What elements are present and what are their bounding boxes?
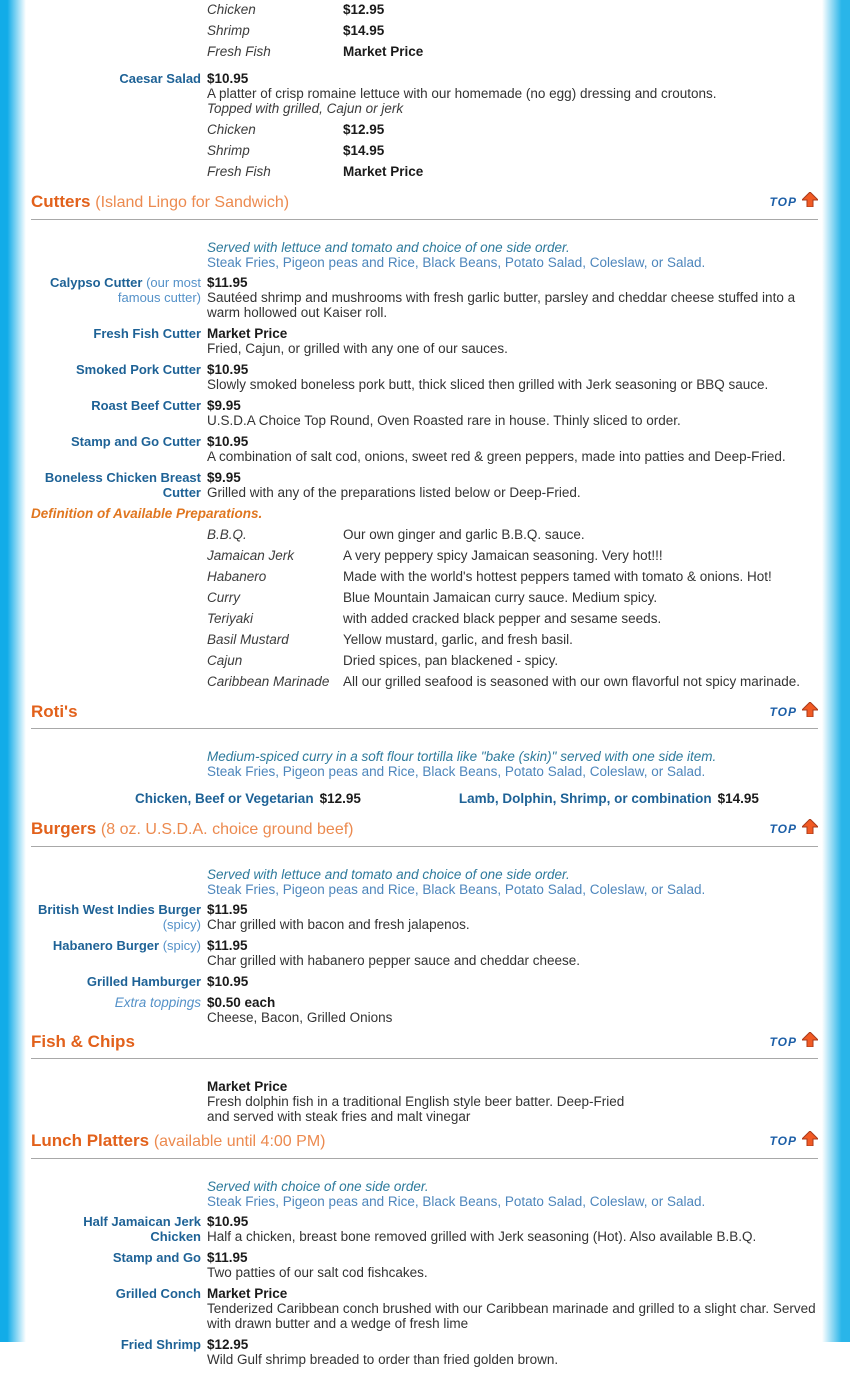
sub-items-table xyxy=(31,2,818,65)
served-with-note: Served with lettuce and tomato and choice of one side order. xyxy=(207,240,570,255)
menu-item-price: Market Price xyxy=(207,1286,288,1301)
menu-item-name: Habanero Burger xyxy=(52,938,160,953)
left-border-stripe xyxy=(0,0,26,1342)
menu-item-price: $11.95 xyxy=(207,902,248,917)
side-orders-list: Steak Fries, Pigeon peas and Rice, Black Beans, Potato Salad, Coleslaw, or Salad. xyxy=(207,255,706,270)
top-link[interactable] xyxy=(770,818,818,839)
up-arrow-icon xyxy=(802,1131,818,1151)
menu-item-desc: A platter of crisp romaine lettuce with our homemade (no egg) dressing and croutons. xyxy=(207,86,717,101)
section-title: Lunch Platters xyxy=(31,1131,150,1150)
section-divider xyxy=(31,219,818,220)
preparation-name: Basil Mustard xyxy=(207,632,289,647)
section-subtitle: (8 oz. U.S.D.A. choice ground beef) xyxy=(100,821,354,838)
top-link[interactable] xyxy=(770,1130,818,1151)
menu-item-desc: Two patties of our salt cod fishcakes. xyxy=(207,1265,428,1280)
section-header xyxy=(31,818,354,840)
menu-item-name: Half Jamaican Jerk Chicken xyxy=(83,1214,201,1244)
section-divider xyxy=(31,1058,818,1059)
menu-item-name: Fresh Fish Cutter xyxy=(93,326,201,341)
menu-item-price: $10.95 xyxy=(207,974,249,989)
menu-item-name: British West Indies Burger xyxy=(37,902,201,917)
top-link[interactable] xyxy=(770,701,818,722)
preparation-name: Cajun xyxy=(207,653,243,668)
section-title: Burgers xyxy=(31,819,97,838)
side-orders-list: Steak Fries, Pigeon peas and Rice, Black Beans, Potato Salad, Coleslaw, or Salad. xyxy=(207,764,706,779)
menu-item-desc: Slowly smoked boneless pork butt, thick sliced then grilled with Jerk seasoning or BBQ sauce. xyxy=(207,377,769,392)
side-orders-list: Steak Fries, Pigeon peas and Rice, Black Beans, Potato Salad, Coleslaw, or Salad. xyxy=(207,1194,706,1209)
menu-item-desc: Half a chicken, breast bone removed grilled with Jerk seasoning (Hot). Also available B.B.Q. xyxy=(207,1229,757,1244)
section-lunch-platters xyxy=(31,1130,818,1367)
preparation-row xyxy=(207,548,818,563)
menu-item-habanero-burger xyxy=(31,938,818,968)
menu-item-extra-toppings xyxy=(31,995,818,1025)
menu-item-desc: Fried, Cajun, or grilled with any one of our sauces. xyxy=(207,341,508,356)
section-title: Fish & Chips xyxy=(31,1032,135,1051)
top-link-label: TOP xyxy=(769,705,797,719)
top-link-label: TOP xyxy=(769,822,797,836)
menu-item-roast-beef-cutter xyxy=(31,398,818,428)
top-link-label: TOP xyxy=(769,1035,797,1049)
sub-item-price: $14.95 xyxy=(343,143,385,158)
menu-item-price: $10.95 xyxy=(207,362,249,377)
menu-item-price: $12.95 xyxy=(207,1337,249,1352)
preparation-row xyxy=(207,674,818,689)
sub-item-price: Market Price xyxy=(343,44,424,59)
option-name: Lamb, Dolphin, Shrimp, or combination xyxy=(458,791,712,806)
section-header xyxy=(31,1031,135,1052)
sub-item-row xyxy=(207,44,818,59)
roti-options-row xyxy=(31,791,818,806)
section-rotis xyxy=(31,701,818,806)
roti-option xyxy=(135,791,361,806)
section-header xyxy=(31,1130,325,1152)
menu-item-desc: Cheese, Bacon, Grilled Onions xyxy=(207,1010,393,1025)
sub-item-price: $12.95 xyxy=(343,2,385,17)
sub-item-name: Chicken xyxy=(207,2,256,17)
menu-item-name-note: (our most famous cutter) xyxy=(117,275,201,305)
menu-item-name: Calypso Cutter xyxy=(50,275,143,290)
menu-item-price: $10.95 xyxy=(207,71,249,86)
menu-item-price: $11.95 xyxy=(207,275,248,290)
sub-item-row xyxy=(207,23,818,38)
menu-item-name: Grilled Hamburger xyxy=(86,974,201,989)
menu-item-price: $11.95 xyxy=(207,1250,248,1265)
menu-item-half-jamaican-jerk-chicken xyxy=(31,1214,818,1244)
preparation-row xyxy=(207,653,818,668)
sub-item-row xyxy=(207,143,818,158)
preparation-name: Jamaican Jerk xyxy=(207,548,295,563)
preparation-desc: Our own ginger and garlic B.B.Q. sauce. xyxy=(343,527,585,542)
menu-item-name-note: (spicy) xyxy=(162,917,201,932)
section-subtitle: (Island Lingo for Sandwich) xyxy=(95,194,290,211)
top-link-label: TOP xyxy=(769,1134,797,1148)
menu-item-name: Boneless Chicken Breast Cutter xyxy=(44,470,201,500)
sub-item-name: Shrimp xyxy=(207,23,250,38)
menu-item-calypso-cutter xyxy=(31,275,818,320)
menu-item-name: Extra toppings xyxy=(114,995,201,1010)
menu-item-desc: Sautéed shrimp and mushrooms with fresh garlic butter, parsley and cheddar cheese stuffed into a warm hollowed out Kaiser roll. xyxy=(207,290,796,320)
served-with-note: Served with choice of one side order. xyxy=(207,1179,429,1194)
preparation-name: B.B.Q. xyxy=(207,527,247,542)
up-arrow-icon xyxy=(802,702,818,722)
menu-item-price: $10.95 xyxy=(207,1214,249,1229)
preparation-name: Caribbean Marinade xyxy=(207,674,330,689)
menu-item-desc: Fresh dolphin fish in a traditional English style beer batter. Deep-Fried xyxy=(207,1094,625,1109)
served-with-note: Medium-spiced curry in a soft flour tortilla like "bake (skin)" served with one side item. xyxy=(207,749,717,764)
top-link[interactable] xyxy=(770,1031,818,1052)
menu-item-note: Topped with grilled, Cajun or jerk xyxy=(207,101,404,116)
up-arrow-icon xyxy=(802,192,818,212)
menu-item-fresh-fish-cutter xyxy=(31,326,818,356)
sub-item-row xyxy=(207,122,818,137)
section-divider xyxy=(31,728,818,729)
served-with-note: Served with lettuce and tomato and choice of one side order. xyxy=(207,867,570,882)
top-link-label: TOP xyxy=(769,195,797,209)
menu-item-name: Smoked Pork Cutter xyxy=(76,362,201,377)
menu-item-fish-and-chips xyxy=(31,1079,818,1124)
menu-item-name: Caesar Salad xyxy=(119,71,201,86)
menu-item-price: $11.95 xyxy=(207,938,248,953)
menu-item-desc: A combination of salt cod, onions, sweet red & green peppers, made into patties and Deep-Fried. xyxy=(207,449,786,464)
right-border-stripe xyxy=(822,0,850,1342)
sub-items-table xyxy=(207,122,818,179)
preparations-table xyxy=(31,527,818,695)
menu-item-caesar-salad xyxy=(31,71,818,185)
sub-item-name: Chicken xyxy=(207,122,256,137)
menu-item-boneless-chicken-breast-cutter xyxy=(31,470,818,500)
sub-item-price: $14.95 xyxy=(343,23,385,38)
sub-item-price: $12.95 xyxy=(343,122,385,137)
preparation-desc: A very peppery spicy Jamaican seasoning. Very hot!!! xyxy=(343,548,663,563)
sub-item-row xyxy=(207,2,818,17)
menu-item-name: Roast Beef Cutter xyxy=(91,398,201,413)
section-title: Cutters xyxy=(31,192,91,211)
menu-item-desc: Wild Gulf shrimp breaded to order than fried golden brown. xyxy=(207,1352,559,1367)
sub-item-name: Fresh Fish xyxy=(207,164,271,179)
preparation-name: Curry xyxy=(207,590,240,605)
section-fish-and-chips xyxy=(31,1031,818,1124)
preparation-row xyxy=(207,590,818,605)
menu-item-desc: U.S.D.A Choice Top Round, Oven Roasted rare in house. Thinly sliced to order. xyxy=(207,413,681,428)
menu-item-price: $9.95 xyxy=(207,470,241,485)
section-burgers xyxy=(31,818,818,1025)
menu-item-name: Fried Shrimp xyxy=(120,1337,201,1352)
sub-item-name: Shrimp xyxy=(207,143,250,158)
top-link[interactable] xyxy=(770,191,818,212)
option-name: Chicken, Beef or Vegetarian xyxy=(135,791,314,806)
section-header xyxy=(31,701,78,722)
preparation-desc: All our grilled seafood is seasoned with our own flavorful not spicy marinade. xyxy=(343,674,800,689)
section-title: Roti's xyxy=(31,702,78,721)
menu-item-british-west-indies-burger xyxy=(31,902,818,932)
preparation-desc: Made with the world's hottest peppers tamed with tomato & onions. Hot! xyxy=(343,569,772,584)
option-price: $12.95 xyxy=(319,791,361,806)
menu-item-price: $0.50 each xyxy=(207,995,276,1010)
preparation-desc: Dried spices, pan blackened - spicy. xyxy=(343,653,559,668)
preparation-row xyxy=(207,569,818,584)
side-orders-list: Steak Fries, Pigeon peas and Rice, Black Beans, Potato Salad, Coleslaw, or Salad. xyxy=(207,882,706,897)
menu-item-desc: Char grilled with bacon and fresh jalapenos. xyxy=(207,917,470,932)
section-cutters xyxy=(31,191,818,695)
menu-item-desc: Tenderized Caribbean conch brushed with our Caribbean marinade and grilled to a slight char. Served with drawn butter and a wedge of fresh lime xyxy=(207,1301,816,1331)
menu-item-grilled-hamburger xyxy=(31,974,818,989)
preparation-name: Habanero xyxy=(207,569,267,584)
menu-page xyxy=(31,0,818,1373)
up-arrow-icon xyxy=(802,1032,818,1052)
section-divider xyxy=(31,846,818,847)
menu-item-stamp-and-go xyxy=(31,1250,818,1280)
preparation-row xyxy=(207,611,818,626)
section-header xyxy=(31,191,289,213)
preparation-name: Teriyaki xyxy=(207,611,254,626)
menu-item-name: Grilled Conch xyxy=(115,1286,201,1301)
menu-item-desc: Grilled with any of the preparations listed below or Deep-Fried. xyxy=(207,485,581,500)
up-arrow-icon xyxy=(802,819,818,839)
menu-item-name: Stamp and Go Cutter xyxy=(70,434,201,449)
preparation-row xyxy=(207,632,818,647)
menu-item-price: $10.95 xyxy=(207,434,249,449)
sub-item-price: Market Price xyxy=(343,164,424,179)
menu-item-name-note: (spicy) xyxy=(162,938,201,953)
menu-item-grilled-conch xyxy=(31,1286,818,1331)
section-divider xyxy=(31,1158,818,1159)
preparation-desc: Yellow mustard, garlic, and fresh basil. xyxy=(343,632,573,647)
preparation-desc: Blue Mountain Jamaican curry sauce. Medium spicy. xyxy=(343,590,658,605)
menu-item-price: Market Price xyxy=(207,1079,288,1094)
option-price: $14.95 xyxy=(717,791,759,806)
preparations-title: Definition of Available Preparations. xyxy=(31,506,263,521)
section-salads-tail xyxy=(31,2,818,185)
menu-item-desc: Char grilled with habanero pepper sauce and cheddar cheese. xyxy=(207,953,580,968)
menu-item-desc: and served with steak fries and malt vinegar xyxy=(207,1109,471,1124)
sub-item-name: Fresh Fish xyxy=(207,44,271,59)
section-subtitle: (available until 4:00 PM) xyxy=(153,1133,326,1150)
menu-item-name: Stamp and Go xyxy=(112,1250,201,1265)
roti-option xyxy=(459,791,759,806)
preparation-row xyxy=(207,527,818,542)
menu-item-price: Market Price xyxy=(207,326,288,341)
preparation-desc: with added cracked black pepper and sesame seeds. xyxy=(343,611,662,626)
menu-item-price: $9.95 xyxy=(207,398,241,413)
menu-item-stamp-and-go-cutter xyxy=(31,434,818,464)
sub-item-row xyxy=(207,164,818,179)
menu-item-smoked-pork-cutter xyxy=(31,362,818,392)
